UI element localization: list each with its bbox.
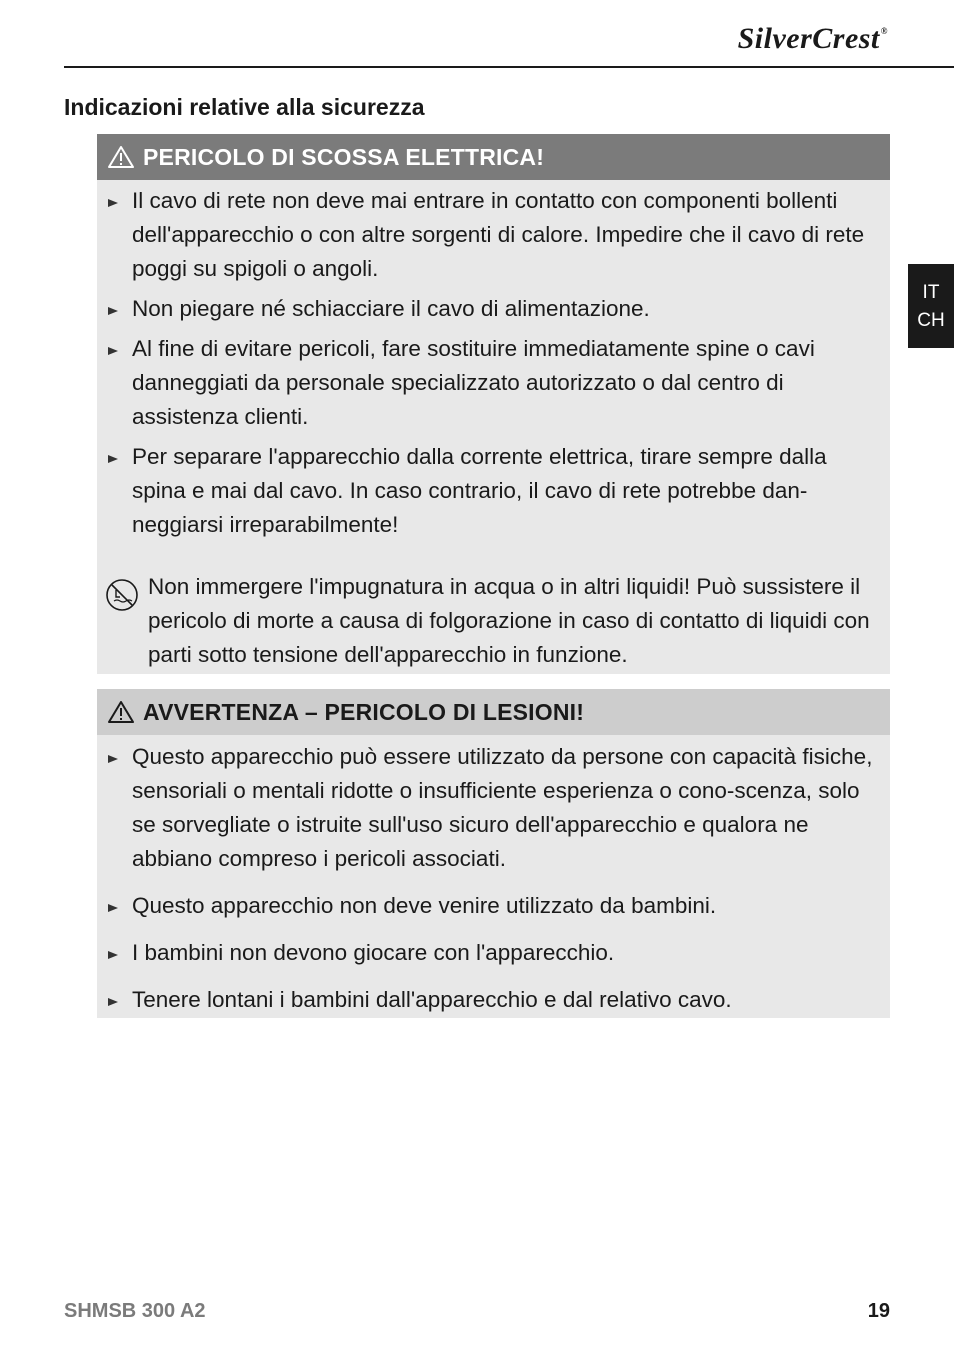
warning-triangle-icon (107, 700, 135, 724)
lang-code-ch: CH (917, 310, 945, 331)
list-item (97, 740, 890, 876)
bullet-arrow-icon (108, 199, 118, 207)
list-item-text: Al fine di evitare pericoli, fare sostituire immediatamente spine o cavi danneggiati da personale specializzato autorizzato o dal centro di assistenza clienti. (132, 336, 815, 429)
language-tab (908, 264, 954, 348)
bullet-arrow-icon (108, 755, 118, 763)
bullet-arrow-icon (108, 951, 118, 959)
section-title: Indicazioni relative alla sicurezza (64, 94, 425, 120)
injury-warning-title-bar (97, 689, 890, 735)
footer-model-number: SHMSB 300 A2 (64, 1300, 206, 1322)
list-item (97, 936, 890, 970)
bullet-arrow-icon (108, 347, 118, 355)
header-rule (64, 66, 954, 68)
no-immersion-note (97, 570, 890, 672)
bullet-arrow-icon (108, 998, 118, 1006)
electric-warning-list (97, 184, 890, 542)
list-item (97, 983, 890, 1017)
list-item-text: Per separare l'apparecchio dalla corrente elettrica, tirare sempre dalla spina e mai dal cavo. In caso contrario, il cavo di rete potrebbe dan-neggiarsi irreparabilmente! (132, 444, 827, 537)
list-item-text: Il cavo di rete non deve mai entrare in contatto con componenti bollenti dell'apparecchio o con altre sorgenti di calore. Impedire che il cavo di rete poggi su spigoli o angoli. (132, 188, 865, 281)
registered-mark: ® (880, 26, 888, 36)
injury-warning-title: AVVERTENZA – PERICOLO DI LESIONI! (143, 698, 585, 725)
list-item (97, 332, 890, 434)
footer-page-number: 19 (867, 1300, 890, 1322)
list-item-text: Non piegare né schiacciare il cavo di alimentazione. (132, 296, 650, 321)
bullet-arrow-icon (108, 455, 118, 463)
list-item-text: Questo apparecchio può essere utilizzato da persone con capacità fisiche, sensoriali o mentali ridotte o insufficiente esperienza o cono-scenza, solo se sorvegliate o istruite sull'uso sicuro dell'apparecchio e qualora ne abbiano compreso i pericoli associati. (132, 744, 873, 871)
list-item-text: I bambini non devono giocare con l'apparecchio. (132, 940, 615, 965)
brand-logo (738, 22, 888, 56)
injury-warning-list (97, 740, 890, 1017)
injury-warning-box (97, 689, 890, 1018)
list-item (97, 292, 890, 326)
list-item (97, 889, 890, 923)
no-immersion-note-text: Non immergere l'impugnatura in acqua o in altri liquidi! Può sussistere il pericolo di morte a causa di folgorazione in caso di contatto di liquidi con parti sotto tensione dell'apparecchio in funzione. (148, 574, 870, 667)
electric-shock-warning-box (97, 134, 890, 674)
do-not-immerse-icon (105, 578, 139, 612)
warning-triangle-icon (107, 145, 135, 169)
list-item-text: Questo apparecchio non deve venire utilizzato da bambini. (132, 893, 717, 918)
list-item (97, 440, 890, 542)
lang-code-it: IT (922, 282, 940, 303)
electric-warning-title-bar (97, 134, 890, 180)
electric-warning-title: PERICOLO DI SCOSSA ELETTRICA! (143, 143, 545, 170)
list-item-text: Tenere lontani i bambini dall'apparecchio e dal relativo cavo. (132, 987, 732, 1012)
brand-name: SilverCrest (737, 22, 880, 55)
list-item (97, 184, 890, 286)
bullet-arrow-icon (108, 307, 118, 315)
bullet-arrow-icon (108, 904, 118, 912)
